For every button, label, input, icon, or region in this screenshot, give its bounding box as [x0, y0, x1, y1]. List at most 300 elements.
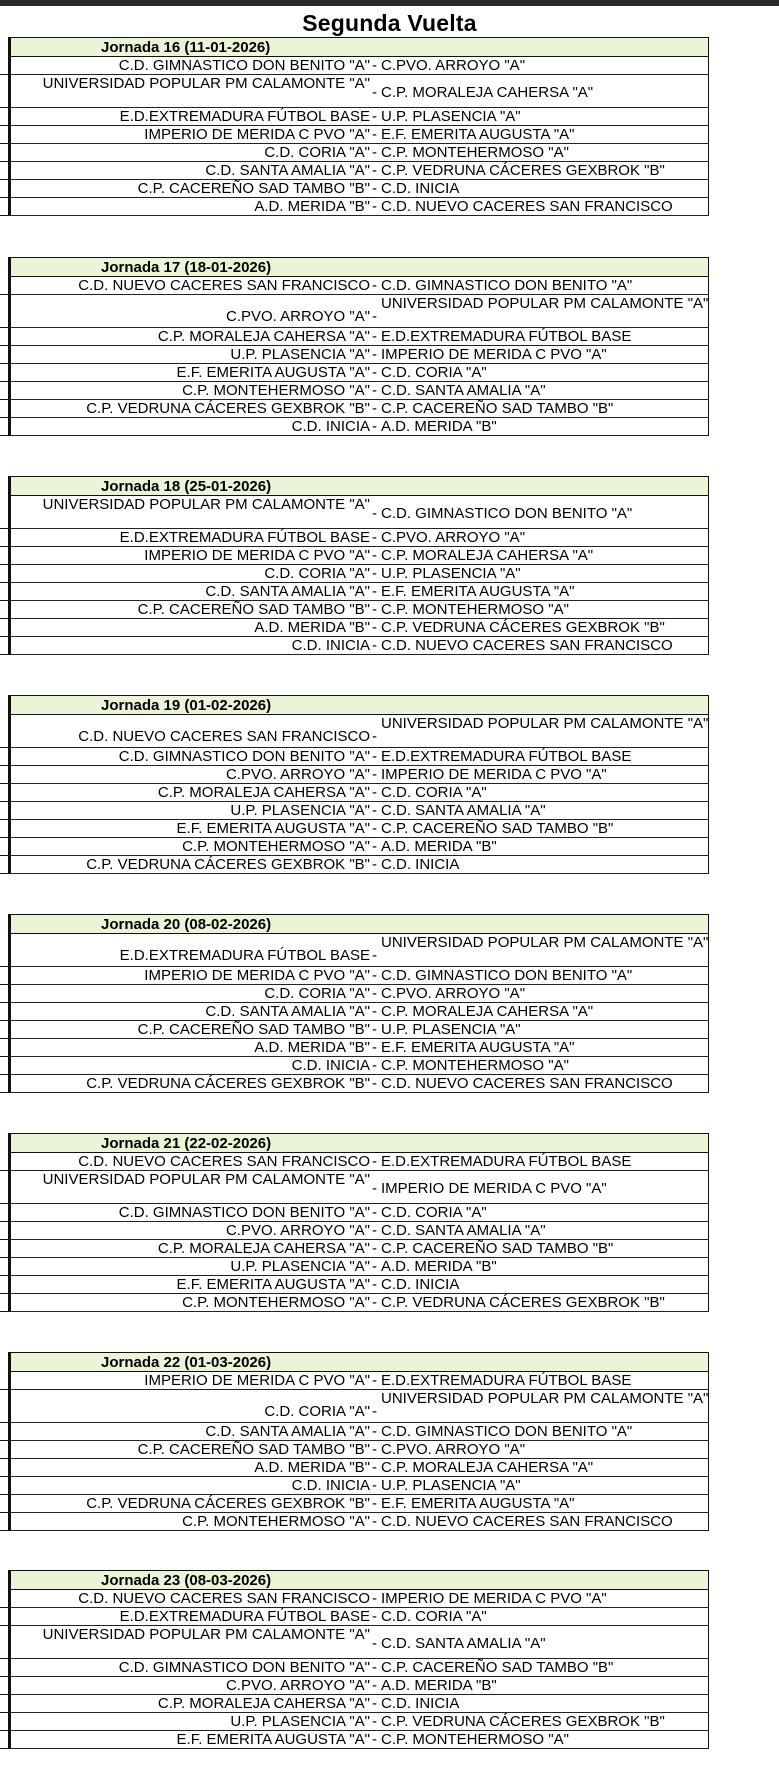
away-team: IMPERIO DE MERIDA C PVO "A": [381, 1180, 607, 1197]
home-team: C.D. CORIA "A": [264, 565, 370, 582]
jornada-title: Jornada 21 (22-02-2026): [101, 1135, 272, 1152]
match-separator: -: [372, 1695, 377, 1712]
match-row: [10, 802, 709, 820]
left-margin-bar: [0, 257, 10, 436]
left-margin-tick: [0, 161, 8, 162]
jornada-block: [0, 476, 779, 655]
away-team: C.PVO. ARROYO "A": [381, 529, 526, 546]
away-team: E.D.EXTREMADURA FÚTBOL BASE: [381, 328, 632, 345]
home-team: C.D. NUEVO CACERES SAN FRANCISCO: [78, 277, 370, 294]
match-separator: -: [372, 418, 377, 435]
left-margin-tick: [0, 74, 8, 75]
jornada-title: Jornada 20 (08-02-2026): [101, 916, 272, 933]
jornada-header: [10, 695, 709, 715]
jornada-block: [0, 914, 779, 1093]
match-row: [10, 1204, 709, 1222]
away-team: C.P. MORALEJA CAHERSA "A": [381, 1459, 594, 1476]
away-team: C.D. GIMNASTICO DON BENITO "A": [381, 967, 633, 984]
match-row: [10, 1495, 709, 1513]
home-team: C.D. GIMNASTICO DON BENITO "A": [118, 57, 370, 74]
away-team: U.P. PLASENCIA "A": [381, 1477, 521, 1494]
home-team: A.D. MERIDA "B": [254, 1459, 370, 1476]
left-margin-tick: [0, 618, 8, 619]
match-row: [10, 784, 709, 802]
match-row: [10, 1372, 709, 1390]
left-margin-tick: [0, 873, 8, 874]
left-margin-tick: [0, 381, 8, 382]
home-team: A.D. MERIDA "B": [254, 1039, 370, 1056]
left-margin-tick: [0, 1494, 8, 1495]
jornada-header: [10, 37, 709, 57]
match-row: [10, 934, 709, 967]
match-separator: -: [372, 162, 377, 179]
left-margin-tick: [0, 435, 8, 436]
away-team: E.D.EXTREMADURA FÚTBOL BASE: [381, 1153, 632, 1170]
home-team: U.P. PLASENCIA "A": [230, 346, 370, 363]
home-team: C.P. CACEREÑO SAD TAMBO "B": [137, 601, 370, 618]
match-separator: -: [372, 364, 377, 381]
match-separator: -: [372, 1659, 377, 1676]
left-margin-tick: [0, 1530, 8, 1531]
left-margin-bar: [0, 1133, 10, 1312]
home-team: C.P. VEDRUNA CÁCERES GEXBROK "B": [86, 400, 370, 417]
home-team: C.D. NUEVO CACERES SAN FRANCISCO: [78, 1590, 370, 1607]
away-team: A.D. MERIDA "B": [381, 418, 497, 435]
left-margin-tick: [0, 1002, 8, 1003]
away-team: C.D. CORIA "A": [381, 364, 487, 381]
away-team: C.D. NUEVO CACERES SAN FRANCISCO: [381, 1075, 673, 1092]
away-team: C.D. INICIA: [381, 1695, 460, 1712]
left-margin-tick: [0, 1038, 8, 1039]
left-margin-tick: [0, 1389, 8, 1390]
left-margin-tick: [0, 107, 8, 108]
left-margin-tick: [0, 783, 8, 784]
match-separator: -: [372, 1039, 377, 1056]
home-team: C.D. INICIA: [291, 418, 370, 435]
jornada-header: [10, 1570, 709, 1590]
match-separator: -: [372, 84, 377, 101]
away-team: U.P. PLASENCIA "A": [381, 565, 521, 582]
home-team: C.D. CORIA "A": [264, 985, 370, 1002]
away-team: C.D. SANTA AMALIA "A": [381, 1222, 546, 1239]
match-separator: -: [372, 1075, 377, 1092]
match-separator: -: [372, 328, 377, 345]
match-separator: -: [372, 144, 377, 161]
match-separator: -: [372, 1057, 377, 1074]
home-team: IMPERIO DE MERIDA C PVO "A": [144, 126, 370, 143]
left-margin-tick: [0, 125, 8, 126]
away-team: C.P. VEDRUNA CÁCERES GEXBROK "B": [381, 162, 665, 179]
left-margin-bar: [0, 1570, 10, 1749]
match-row: [10, 1441, 709, 1459]
jornada-header: [10, 1352, 709, 1372]
home-team: C.D. SANTA AMALIA "A": [205, 1423, 370, 1440]
match-row: [10, 1590, 709, 1608]
away-team: A.D. MERIDA "B": [381, 1677, 497, 1694]
left-margin-tick: [0, 564, 8, 565]
home-team: IMPERIO DE MERIDA C PVO "A": [144, 967, 370, 984]
home-team: E.F. EMERITA AUGUSTA "A": [176, 1276, 370, 1293]
match-separator: -: [372, 277, 377, 294]
left-margin-tick: [0, 363, 8, 364]
left-margin-tick: [0, 179, 8, 180]
match-separator: -: [372, 57, 377, 74]
left-margin-tick: [0, 1512, 8, 1513]
match-row: [10, 328, 709, 346]
jornada-header: [10, 1133, 709, 1153]
away-team: UNIVERSIDAD POPULAR PM CALAMONTE "A": [381, 1390, 709, 1407]
away-team: C.D. NUEVO CACERES SAN FRANCISCO: [381, 1513, 673, 1530]
left-margin-tick: [0, 1607, 8, 1608]
home-team: E.D.EXTREMADURA FÚTBOL BASE: [119, 947, 370, 964]
home-team: C.D. SANTA AMALIA "A": [205, 583, 370, 600]
away-team: C.D. SANTA AMALIA "A": [381, 1635, 546, 1652]
left-margin-tick: [0, 1658, 8, 1659]
match-row: [10, 1171, 709, 1204]
left-margin-tick: [0, 1074, 8, 1075]
jornada-block: [0, 1133, 779, 1312]
match-separator: -: [372, 1423, 377, 1440]
away-team: E.D.EXTREMADURA FÚTBOL BASE: [381, 748, 632, 765]
left-margin-tick: [0, 1203, 8, 1204]
match-row: [10, 1459, 709, 1477]
home-team: C.D. GIMNASTICO DON BENITO "A": [118, 1204, 370, 1221]
jornada-header: [10, 476, 709, 496]
jornada-title: Jornada 17 (18-01-2026): [101, 259, 272, 276]
away-team: UNIVERSIDAD POPULAR PM CALAMONTE "A": [381, 715, 709, 732]
away-team: E.F. EMERITA AUGUSTA "A": [381, 583, 575, 600]
match-separator: -: [372, 947, 377, 964]
left-margin-tick: [0, 528, 8, 529]
match-row: [10, 126, 709, 144]
home-team: C.D. INICIA: [291, 637, 370, 654]
match-row: [10, 715, 709, 748]
match-row: [10, 496, 709, 529]
match-separator: -: [372, 1204, 377, 1221]
home-team: U.P. PLASENCIA "A": [230, 1258, 370, 1275]
home-team: C.D. SANTA AMALIA "A": [205, 1003, 370, 1020]
match-separator: -: [372, 400, 377, 417]
home-team: E.D.EXTREMADURA FÚTBOL BASE: [119, 529, 370, 546]
home-team: C.P. CACEREÑO SAD TAMBO "B": [137, 1441, 370, 1458]
away-team: E.D.EXTREMADURA FÚTBOL BASE: [381, 1372, 632, 1389]
home-team: C.P. MORALEJA CAHERSA "A": [157, 1695, 370, 1712]
match-separator: -: [372, 838, 377, 855]
match-row: [10, 1695, 709, 1713]
away-team: C.D. GIMNASTICO DON BENITO "A": [381, 505, 633, 522]
match-separator: -: [372, 1021, 377, 1038]
home-team: U.P. PLASENCIA "A": [230, 802, 370, 819]
match-row: [10, 529, 709, 547]
match-row: [10, 838, 709, 856]
left-margin-tick: [0, 345, 8, 346]
left-margin-tick: [0, 1458, 8, 1459]
left-margin-tick: [0, 837, 8, 838]
left-margin-tick: [0, 582, 8, 583]
left-margin-tick: [0, 1092, 8, 1093]
jornada-title: Jornada 19 (01-02-2026): [101, 697, 272, 714]
match-separator: -: [372, 1258, 377, 1275]
match-separator: -: [372, 784, 377, 801]
left-margin-bar: [0, 914, 10, 1093]
jornada-block: [0, 695, 779, 874]
home-team: C.D. CORIA "A": [264, 1403, 370, 1420]
match-separator: -: [372, 108, 377, 125]
match-row: [10, 108, 709, 126]
left-margin-tick: [0, 1275, 8, 1276]
match-separator: -: [372, 1240, 377, 1257]
match-row: [10, 382, 709, 400]
left-margin-tick: [0, 1293, 8, 1294]
home-team: C.P. MONTEHERMOSO "A": [182, 382, 370, 399]
home-team: C.D. GIMNASTICO DON BENITO "A": [118, 748, 370, 765]
match-row: [10, 1731, 709, 1749]
match-separator: -: [372, 637, 377, 654]
left-margin-tick: [0, 1712, 8, 1713]
jornada-title: Jornada 23 (08-03-2026): [101, 1572, 272, 1589]
away-team: E.F. EMERITA AUGUSTA "A": [381, 1495, 575, 1512]
jornada-block: [0, 1570, 779, 1749]
home-team: UNIVERSIDAD POPULAR PM CALAMONTE "A": [42, 1171, 370, 1188]
match-separator: -: [372, 748, 377, 765]
match-separator: -: [372, 728, 377, 745]
home-team: E.D.EXTREMADURA FÚTBOL BASE: [119, 1608, 370, 1625]
match-separator: -: [372, 1635, 377, 1652]
match-separator: -: [372, 1495, 377, 1512]
left-margin-tick: [0, 399, 8, 400]
away-team: C.P. MONTEHERMOSO "A": [381, 1057, 569, 1074]
match-separator: -: [372, 967, 377, 984]
match-row: [10, 346, 709, 364]
away-team: C.P. VEDRUNA CÁCERES GEXBROK "B": [381, 619, 665, 636]
match-row: [10, 75, 709, 108]
home-team: C.PVO. ARROYO "A": [225, 308, 370, 325]
match-separator: -: [372, 126, 377, 143]
jornada-title: Jornada 18 (25-01-2026): [101, 478, 272, 495]
home-team: E.F. EMERITA AUGUSTA "A": [176, 820, 370, 837]
home-team: C.D. INICIA: [291, 1057, 370, 1074]
home-team: C.P. CACEREÑO SAD TAMBO "B": [137, 1021, 370, 1038]
away-team: IMPERIO DE MERIDA C PVO "A": [381, 1590, 607, 1607]
away-team: C.D. GIMNASTICO DON BENITO "A": [381, 277, 633, 294]
match-row: [10, 1057, 709, 1075]
home-team: C.P. VEDRUNA CÁCERES GEXBROK "B": [86, 1075, 370, 1092]
left-margin-tick: [0, 1440, 8, 1441]
match-row: [10, 820, 709, 838]
left-margin-tick: [0, 1239, 8, 1240]
away-team: C.P. MORALEJA CAHERSA "A": [381, 1003, 594, 1020]
away-team: C.D. INICIA: [381, 180, 460, 197]
match-row: [10, 1240, 709, 1258]
left-margin-tick: [0, 215, 8, 216]
match-row: [10, 565, 709, 583]
away-team: C.D. GIMNASTICO DON BENITO "A": [381, 1423, 633, 1440]
match-row: [10, 583, 709, 601]
match-separator: -: [372, 1294, 377, 1311]
left-margin-bar: [0, 695, 10, 874]
left-margin-tick: [0, 654, 8, 655]
left-margin-tick: [0, 765, 8, 766]
left-margin-tick: [0, 1020, 8, 1021]
left-margin-tick: [0, 197, 8, 198]
away-team: C.D. NUEVO CACERES SAN FRANCISCO: [381, 637, 673, 654]
match-row: [10, 1003, 709, 1021]
left-margin-tick: [0, 294, 8, 295]
left-margin-tick: [0, 327, 8, 328]
away-team: C.D. SANTA AMALIA "A": [381, 802, 546, 819]
match-row: [10, 856, 709, 874]
away-team: E.F. EMERITA AUGUSTA "A": [381, 1039, 575, 1056]
away-team: C.P. CACEREÑO SAD TAMBO "B": [381, 1240, 614, 1257]
home-team: C.PVO. ARROYO "A": [225, 1677, 370, 1694]
away-team: C.D. CORIA "A": [381, 784, 487, 801]
match-separator: -: [372, 1608, 377, 1625]
left-margin-tick: [0, 801, 8, 802]
home-team: UNIVERSIDAD POPULAR PM CALAMONTE "A": [42, 75, 370, 92]
match-separator: -: [372, 382, 377, 399]
match-separator: -: [372, 601, 377, 618]
match-separator: -: [372, 308, 377, 325]
match-row: [10, 1423, 709, 1441]
match-row: [10, 1608, 709, 1626]
match-row: [10, 1258, 709, 1276]
away-team: C.PVO. ARROYO "A": [381, 985, 526, 1002]
home-team: E.F. EMERITA AUGUSTA "A": [176, 1731, 370, 1748]
match-row: [10, 57, 709, 75]
jornada-title: Jornada 22 (01-03-2026): [101, 1354, 272, 1371]
match-row: [10, 748, 709, 766]
left-margin-bar: [0, 476, 10, 655]
away-team: C.P. MONTEHERMOSO "A": [381, 1731, 569, 1748]
away-team: A.D. MERIDA "B": [381, 838, 497, 855]
away-team: C.PVO. ARROYO "A": [381, 1441, 526, 1458]
match-separator: -: [372, 1276, 377, 1293]
left-margin-tick: [0, 1694, 8, 1695]
match-row: [10, 1153, 709, 1171]
left-margin-tick: [0, 546, 8, 547]
match-separator: -: [372, 565, 377, 582]
jornada-header: [10, 257, 709, 277]
left-margin-tick: [0, 1476, 8, 1477]
match-separator: -: [372, 1459, 377, 1476]
match-row: [10, 619, 709, 637]
away-team: UNIVERSIDAD POPULAR PM CALAMONTE "A": [381, 295, 709, 312]
match-separator: -: [372, 802, 377, 819]
match-row: [10, 1021, 709, 1039]
away-team: C.D. SANTA AMALIA "A": [381, 382, 546, 399]
left-margin-tick: [0, 984, 8, 985]
away-team: C.D. CORIA "A": [381, 1608, 487, 1625]
match-separator: -: [372, 1153, 377, 1170]
home-team: IMPERIO DE MERIDA C PVO "A": [144, 547, 370, 564]
jornada-title: Jornada 16 (11-01-2026): [101, 39, 271, 56]
jornada-block: [0, 37, 779, 216]
left-margin-tick: [0, 1056, 8, 1057]
home-team: C.P. MONTEHERMOSO "A": [182, 1513, 370, 1530]
left-margin-bar: [0, 37, 10, 216]
match-row: [10, 967, 709, 985]
jornada-header: [10, 914, 709, 934]
match-row: [10, 1039, 709, 1057]
match-separator: -: [372, 766, 377, 783]
match-separator: -: [372, 619, 377, 636]
match-separator: -: [372, 1590, 377, 1607]
match-separator: -: [372, 346, 377, 363]
match-row: [10, 547, 709, 565]
match-separator: -: [372, 180, 377, 197]
away-team: C.P. CACEREÑO SAD TAMBO "B": [381, 1659, 614, 1676]
home-team: C.D. GIMNASTICO DON BENITO "A": [118, 1659, 370, 1676]
home-team: A.D. MERIDA "B": [254, 619, 370, 636]
match-row: [10, 364, 709, 382]
left-margin-tick: [0, 417, 8, 418]
home-team: C.D. INICIA: [291, 1477, 370, 1494]
match-separator: -: [372, 1372, 377, 1389]
home-team: E.F. EMERITA AUGUSTA "A": [176, 364, 370, 381]
home-team: UNIVERSIDAD POPULAR PM CALAMONTE "A": [42, 1626, 370, 1643]
match-row: [10, 144, 709, 162]
left-margin-tick: [0, 636, 8, 637]
match-separator: -: [372, 1677, 377, 1694]
match-separator: -: [372, 820, 377, 837]
match-row: [10, 400, 709, 418]
away-team: C.PVO. ARROYO "A": [381, 57, 526, 74]
home-team: IMPERIO DE MERIDA C PVO "A": [144, 1372, 370, 1389]
match-row: [10, 1677, 709, 1695]
away-team: C.D. INICIA: [381, 1276, 460, 1293]
match-separator: -: [372, 985, 377, 1002]
match-row: [10, 180, 709, 198]
home-team: C.P. MORALEJA CAHERSA "A": [157, 784, 370, 801]
match-row: [10, 637, 709, 655]
away-team: E.F. EMERITA AUGUSTA "A": [381, 126, 575, 143]
match-separator: -: [372, 583, 377, 600]
left-margin-tick: [0, 1221, 8, 1222]
left-margin-tick: [0, 1170, 8, 1171]
away-team: C.P. MONTEHERMOSO "A": [381, 601, 569, 618]
match-row: [10, 295, 709, 328]
away-team: C.P. MORALEJA CAHERSA "A": [381, 547, 594, 564]
away-team: C.P. CACEREÑO SAD TAMBO "B": [381, 400, 614, 417]
home-team: U.P. PLASENCIA "A": [230, 1713, 370, 1730]
match-row: [10, 1477, 709, 1495]
left-margin-tick: [0, 1311, 8, 1312]
away-team: C.P. VEDRUNA CÁCERES GEXBROK "B": [381, 1294, 665, 1311]
match-separator: -: [372, 856, 377, 873]
match-row: [10, 1222, 709, 1240]
left-margin-tick: [0, 819, 8, 820]
match-separator: -: [372, 198, 377, 215]
away-team: C.P. MORALEJA CAHERSA "A": [381, 84, 594, 101]
match-separator: -: [372, 1713, 377, 1730]
home-team: C.PVO. ARROYO "A": [225, 766, 370, 783]
match-separator: -: [372, 1513, 377, 1530]
away-team: C.P. MONTEHERMOSO "A": [381, 144, 569, 161]
home-team: UNIVERSIDAD POPULAR PM CALAMONTE "A": [42, 496, 370, 513]
away-team: C.D. CORIA "A": [381, 1204, 487, 1221]
left-margin-tick: [0, 1676, 8, 1677]
match-separator: -: [372, 1403, 377, 1420]
home-team: C.P. MORALEJA CAHERSA "A": [157, 1240, 370, 1257]
match-separator: -: [372, 547, 377, 564]
match-row: [10, 1713, 709, 1731]
away-team: UNIVERSIDAD POPULAR PM CALAMONTE "A": [381, 934, 709, 951]
match-row: [10, 1626, 709, 1659]
away-team: IMPERIO DE MERIDA C PVO "A": [381, 346, 607, 363]
match-row: [10, 766, 709, 784]
left-margin-tick: [0, 966, 8, 967]
match-separator: -: [372, 1477, 377, 1494]
